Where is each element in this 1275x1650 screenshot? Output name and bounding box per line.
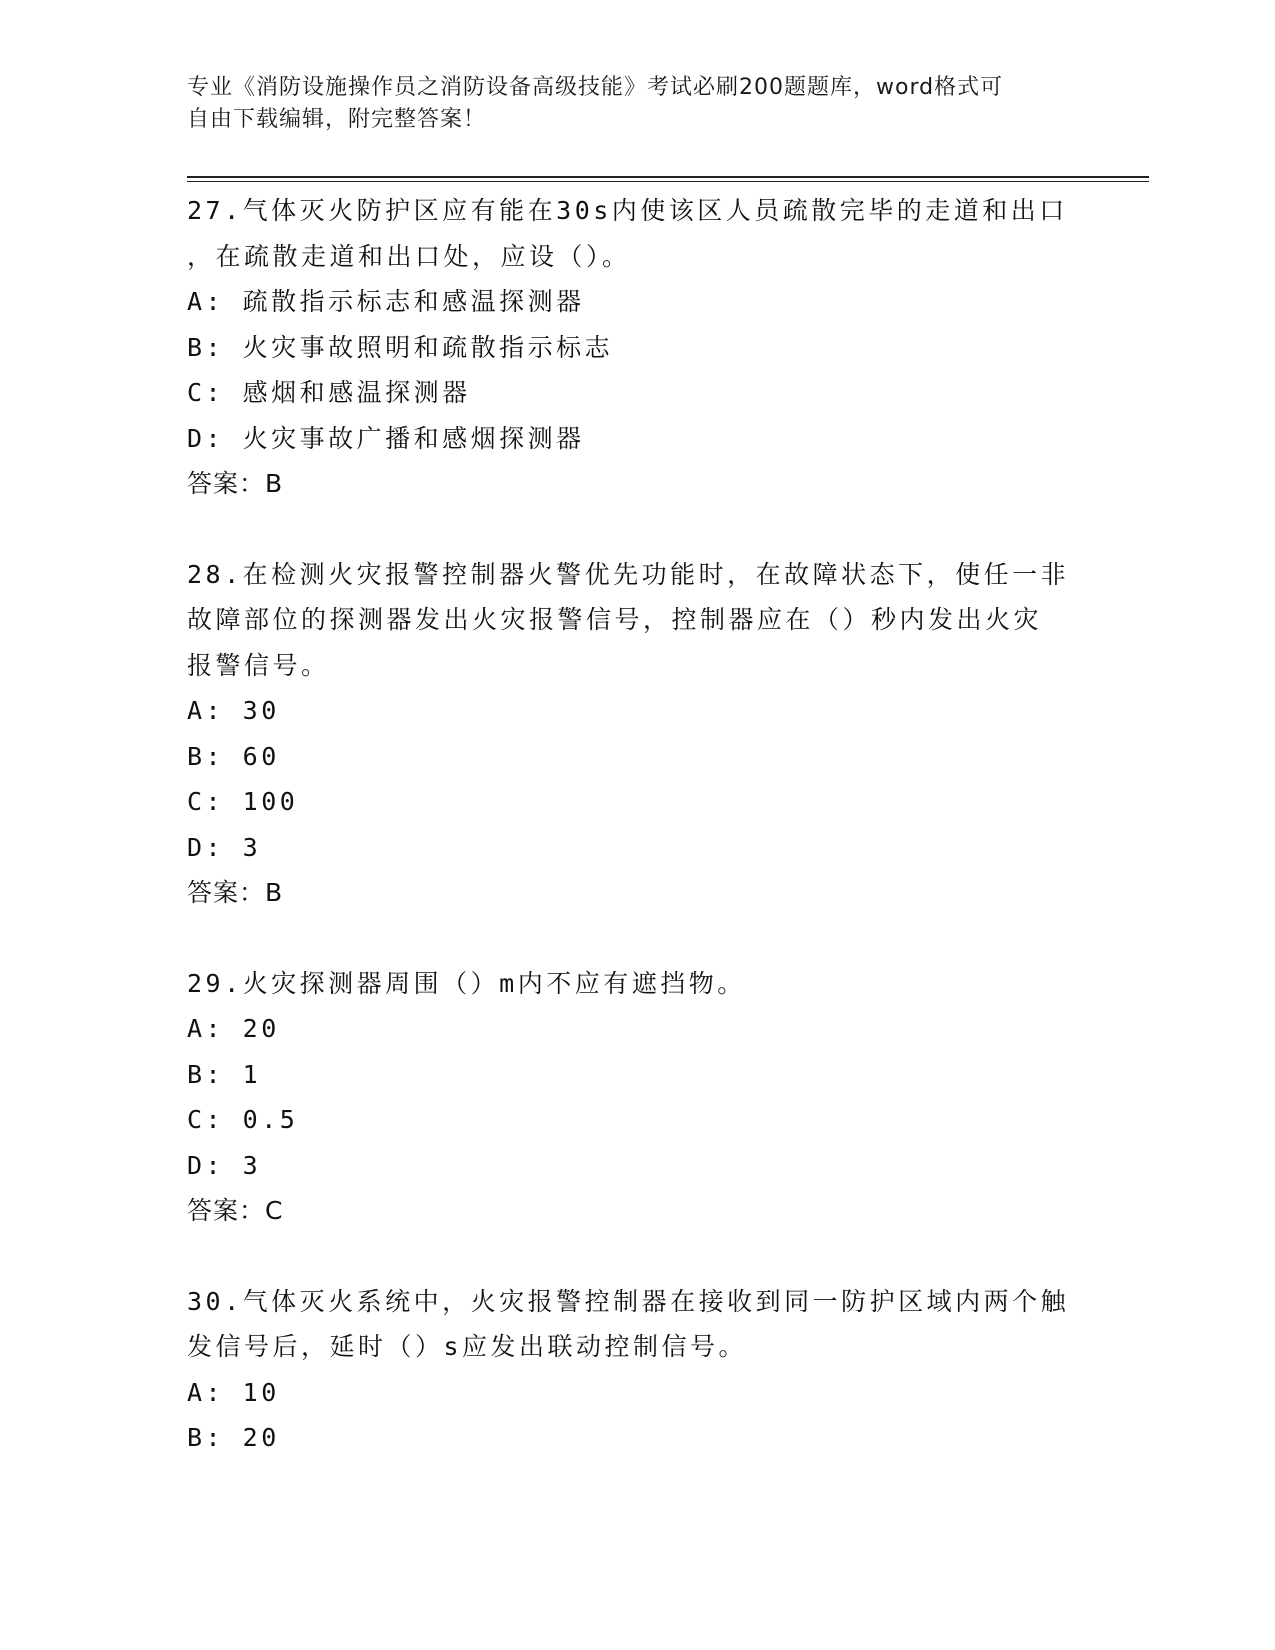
question-stem-line: 报警信号。 [187,650,330,680]
option-b: B: 20 [187,1423,280,1452]
option-a: A: 30 [187,696,280,725]
question-27 [187,188,1087,507]
option-d: D: 火灾事故广播和感烟探测器 [187,423,585,453]
question-stem-line: ，在疏散走道和出口处，应设（）。 [187,241,631,271]
option-c: C: 感烟和感温探测器 [187,378,471,407]
option-c: C: 100 [187,787,299,816]
question-stem-line: 30.气体灭火系统中，火灾报警控制器在接收到同一防护区域内两个触 [187,1286,1070,1316]
question-stem [187,552,1087,689]
option-b: B: 火灾事故照明和疏散指示标志 [187,332,614,362]
question-30 [187,1279,1087,1461]
header-line-2: 自由下载编辑，附完整答案！ [187,107,487,132]
question-28 [187,552,1087,916]
question-list [187,188,1087,1506]
question-stem-line: 27.气体灭火防护区应有能在30s内使该区人员疏散完毕的走道和出口 [187,196,1068,225]
header-divider-thin [187,181,1149,182]
question-stem [187,961,1087,1007]
option-b: B: 1 [187,1059,262,1089]
question-stem-line: 28.在检测火灾报警控制器火警优先功能时，在故障状态下，使任一非 [187,559,1070,589]
question-29 [187,961,1087,1234]
document-header [187,72,1067,136]
question-stem-line: 发信号后，延时（）s应发出联动控制信号。 [187,1332,748,1361]
option-c: C: 0.5 [187,1105,299,1134]
header-line-1: 专业《消防设施操作员之消防设备高级技能》考试必刷200题题库，word格式可 [187,75,1004,100]
option-b: B: 60 [187,741,280,771]
option-a: A: 疏散指示标志和感温探测器 [187,287,585,316]
option-a: A: 10 [187,1377,280,1407]
option-d: D: 3 [187,832,262,862]
answer: 答案：B [187,469,284,498]
answer: 答案：B [187,878,284,907]
question-stem-line: 故障部位的探测器发出火灾报警信号，控制器应在（）秒内发出火灾 [187,605,1043,634]
option-a: A: 20 [187,1014,280,1043]
option-d: D: 3 [187,1150,262,1180]
question-stem-line: 29.火灾探测器周围（）m内不应有遮挡物。 [187,968,746,998]
question-stem [187,188,1087,279]
header-divider-thick [187,176,1149,178]
question-stem [187,1279,1087,1370]
answer: 答案：C [187,1196,284,1225]
